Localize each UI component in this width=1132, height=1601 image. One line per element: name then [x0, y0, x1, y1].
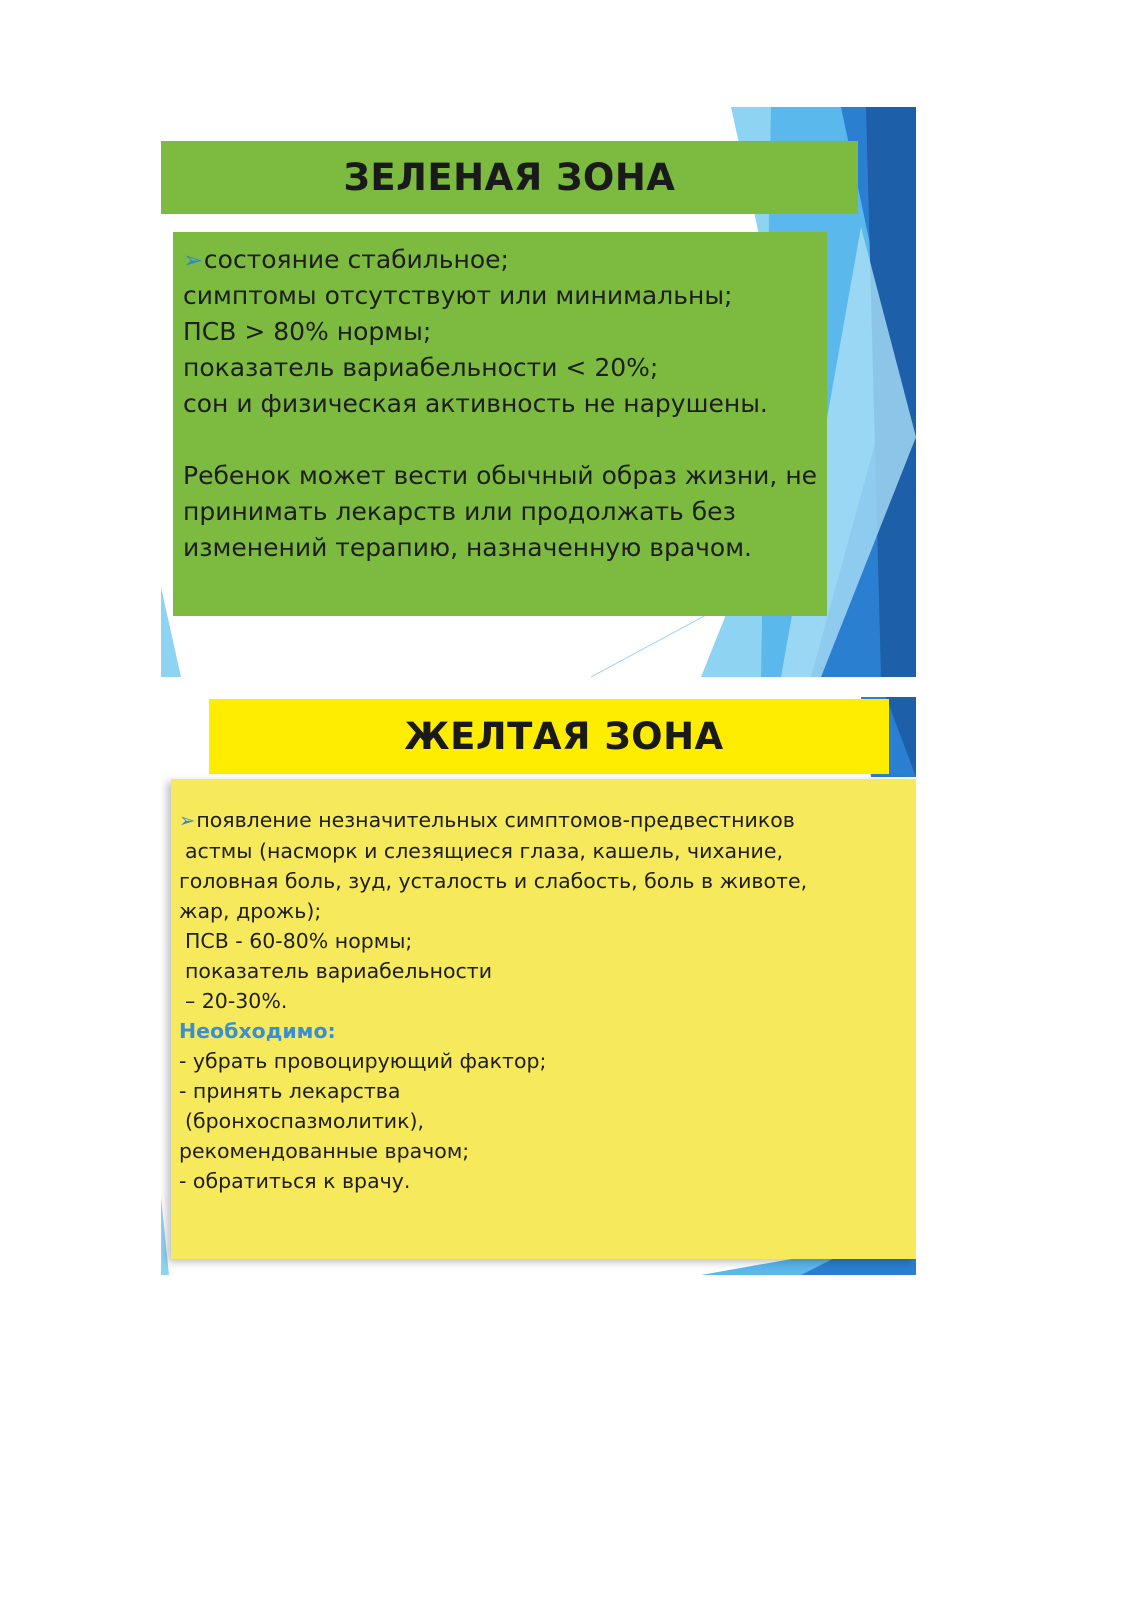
list-item: показатель вариабельности < 20%; — [183, 353, 659, 382]
arrow-bullet-icon: ➢ — [183, 246, 203, 274]
arrow-bullet-icon: ➢ — [179, 809, 196, 832]
yellow-zone-title: ЖЕЛТАЯ ЗОНА — [209, 699, 889, 774]
list-item: симптомы отсутствуют или минимальны; — [183, 281, 733, 310]
paragraph-line: Ребенок может вести обычный образ жизни, не — [183, 461, 818, 490]
list-item: сон и физическая активность не нарушены. — [183, 389, 768, 418]
paragraph-line: принимать лекарств или продолжать без — [183, 497, 736, 526]
list-item: ПСВ - 60-80% нормы; — [185, 929, 413, 953]
action-item: - принять лекарства — [179, 1079, 401, 1103]
action-item: - убрать провоцирующий фактор; — [179, 1049, 547, 1073]
yellow-zone-content — [171, 779, 916, 1259]
green-zone-content — [173, 232, 827, 616]
emphasis-heading: Необходимо: — [179, 1019, 336, 1043]
list-item: – 20-30%. — [185, 989, 288, 1013]
action-item: (бронхоспазмолитик), — [185, 1109, 425, 1133]
list-item: ПСВ > 80% нормы; — [183, 317, 432, 346]
list-item: астмы (насморк и слезящиеся глаза, кашель, чихание, — [185, 839, 783, 863]
list-item: ➢состояние стабильное; — [183, 245, 509, 274]
green-zone-title: ЗЕЛЕНАЯ ЗОНА — [161, 141, 858, 214]
green-zone-slide — [161, 107, 916, 677]
paragraph-line: изменений терапию, назначенную врачом. — [183, 533, 753, 562]
list-item: жар, дрожь); — [179, 899, 322, 923]
list-item: головная боль, зуд, усталость и слабость, боль в животе, — [179, 869, 808, 893]
list-item: показатель вариабельности — [185, 959, 493, 983]
yellow-zone-slide — [161, 697, 916, 1275]
paragraph-gap — [183, 422, 817, 458]
action-item: рекомендованные врачом; — [179, 1139, 470, 1163]
action-item: - обратиться к врачу. — [179, 1169, 411, 1193]
list-item: ➢появление незначительных симптомов-предвестников — [179, 808, 795, 832]
